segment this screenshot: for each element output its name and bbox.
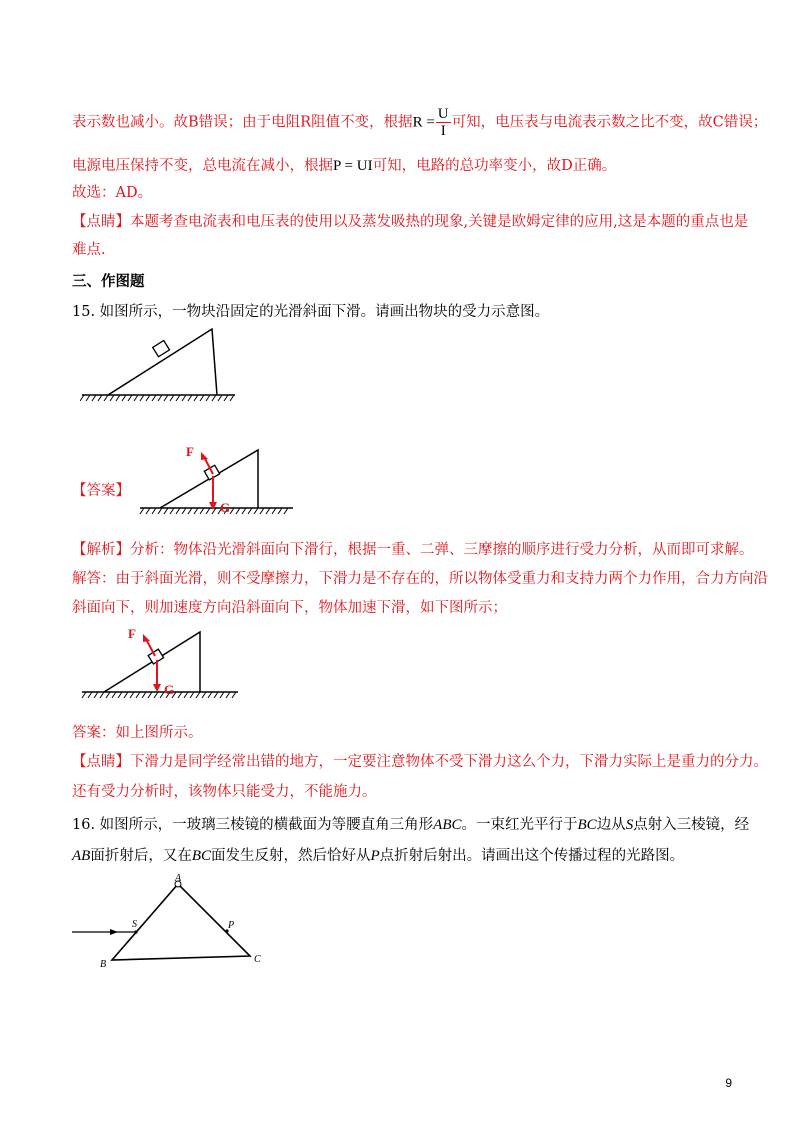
note-line-3: 【点睛】下滑力是同学经常出错的地方，一定要注意物体不受下滑力这么个力，下滑力实际上是重力的分力。 [72,754,768,770]
note-line-1: 【点睛】本题考查电流表和电压表的使用以及蒸发吸热的现象,关键是欧姆定律的应用,这是本题的重点也是 [72,214,749,230]
line1-text-a: 表示数也减小。故B错误；由于电阻R阻值不变，根据 [72,114,413,131]
question-15: 15. 如图所示，一物块沿固定的光滑斜面下滑。请画出物块的受力示意图。 [72,304,550,320]
analysis-line-3: 斜面向下，则加速度方向沿斜面向下，物体加速下滑，如下图所示； [72,600,507,616]
q16-bc-2: BC [191,848,211,864]
prism-label-s: S [132,919,137,930]
prism-label-c: C [254,954,261,965]
q16-text-2: 。一束红光平行于 [461,817,578,833]
line2-text-a: 电源电压保持不变，总电流在减小，根据 [72,158,333,174]
q16-text-4: 点射入三棱镜，经 [633,817,750,833]
answer-figure [138,440,298,518]
line2-text-b: 可知，电路的总功率变小，故D正确。 [372,158,617,174]
text-line-1 [72,106,767,139]
line1-text-b: 可知，电压表与电流表示数之比不变，故C错误； [451,114,768,131]
incline-figure-1 [80,325,240,407]
formula-r-lhs: R = [412,114,435,131]
q16-ab: AB [72,848,91,864]
note-line-2: 难点. [72,242,106,258]
text-line-3: 故选：AD。 [72,185,153,201]
fraction-u-over-i [436,106,451,139]
q16-p: P [370,848,380,864]
q16-abc: ABC [433,817,462,833]
analysis-line-1: 【解析】分析：物体沿光滑斜面向下滑行，根据一重、二弹、三摩擦的顺序进行受力分析，从而即可求解。 [72,542,754,558]
answer-tag: 【答案】 [72,483,130,499]
formula-p-ui: P = UI [333,158,373,174]
text-line-2 [72,156,616,176]
prism-label-p: P [228,920,235,931]
q16-s: S [625,817,634,833]
fraction-numerator: U [437,106,449,122]
q16-bc: BC [577,817,597,833]
force-label-g-2: G [164,682,175,697]
force-label-g: G [220,500,231,515]
question-16-line-2 [72,846,684,866]
analysis-line-2: 解答：由于斜面光滑，则不受摩擦力，下滑力是不存在的，所以物体受重力和支持力两个力作用，合力方向沿 [72,571,768,587]
prism-label-a: A [175,873,182,884]
note-line-4: 还有受力分析时，该物体只能受力，不能施力。 [72,784,377,800]
analysis-figure [80,622,242,702]
question-16-line-1 [72,815,749,835]
force-label-f: F [186,444,194,459]
q16-text-3: 边从 [596,817,626,833]
q16-text-7: 点折射后射出。请画出这个传播过程的光路图。 [379,848,685,864]
q16-text-1: 16. 如图所示，一玻璃三棱镜的横截面为等腰直角三角形 [72,817,434,833]
answer-line: 答案：如上图所示。 [72,725,203,741]
page-number: 9 [725,1076,732,1090]
section-heading: 三、作图题 [72,274,145,290]
prism-label-b: B [100,959,107,970]
q16-text-6: 面发生反射，然后恰好从 [211,848,371,864]
q16-text-5: 面折射后，又在 [90,848,192,864]
fraction-denominator: I [440,123,446,139]
force-label-f-2: F [128,626,136,641]
prism-figure [70,872,270,972]
